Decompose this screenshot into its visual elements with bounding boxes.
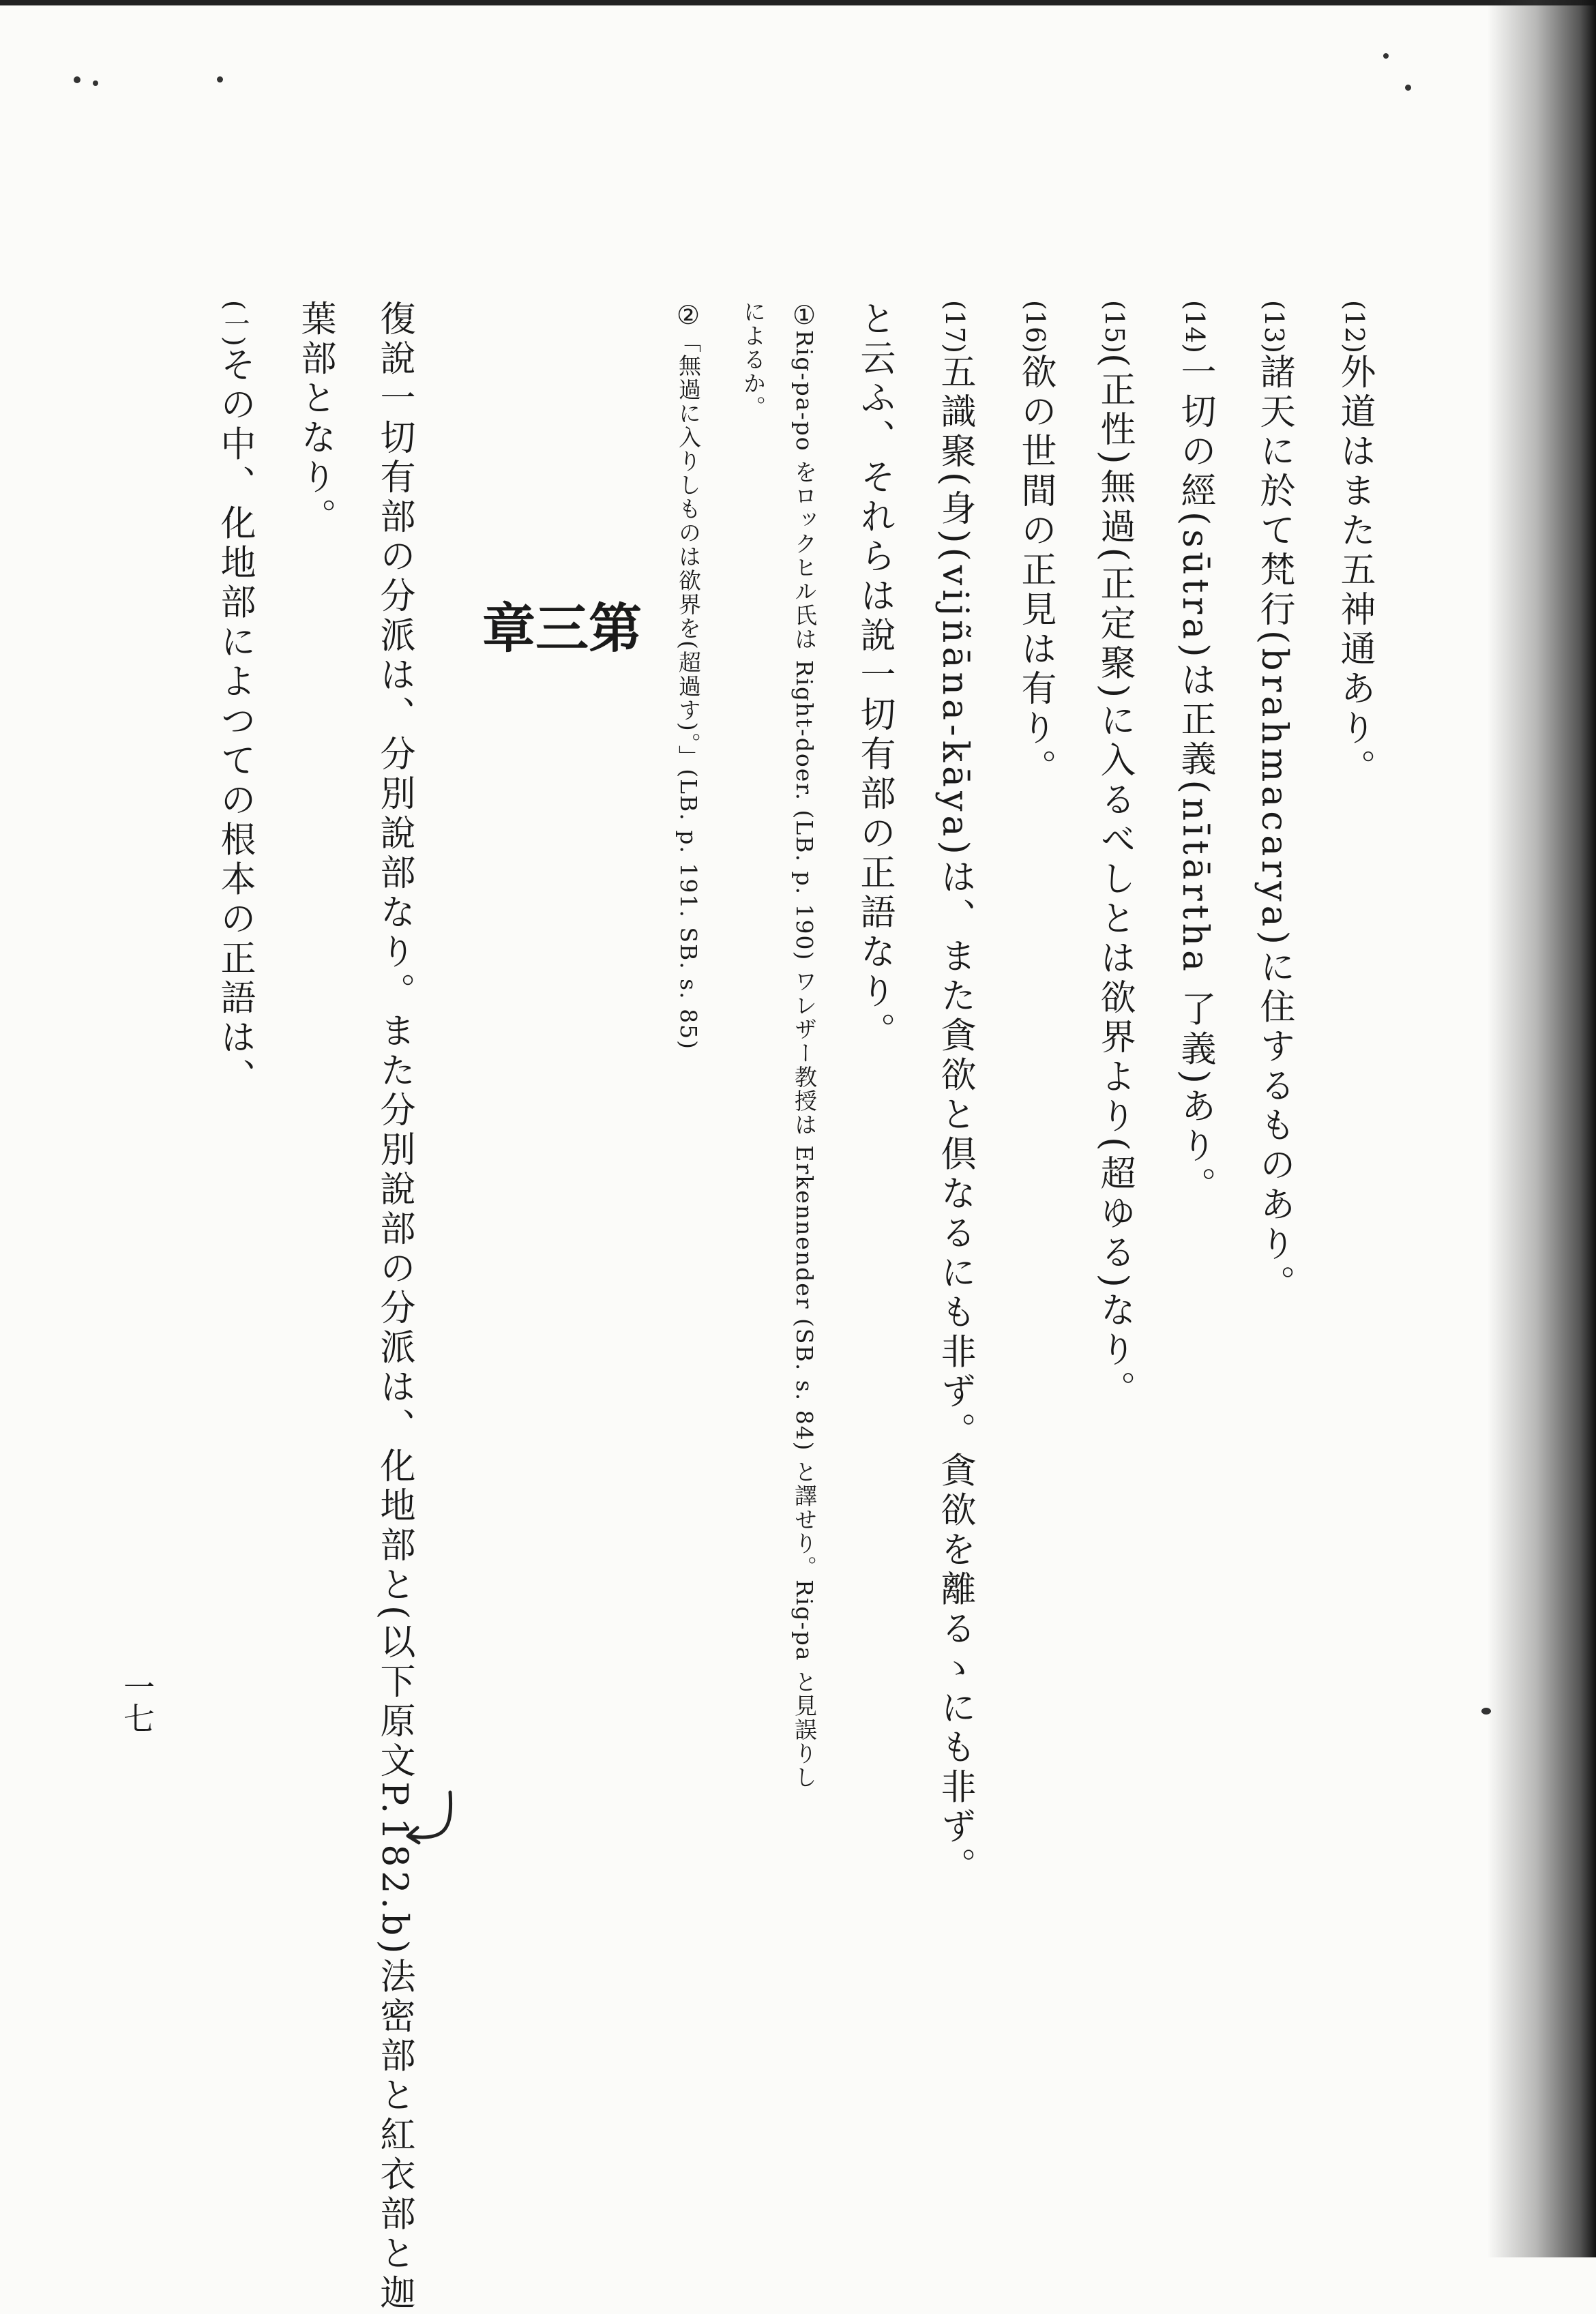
column-text: 五識聚(身)(vijñāna-kāya)は、また貪欲と倶なるにも非ず。貪欲を離るゝにも非ず。 (934, 353, 975, 1887)
scan-speck (217, 76, 223, 83)
item-number: (一) (220, 300, 250, 346)
column-text: (正性)無過(正定聚)に入るべしとは欲界より(超ゆる)なり。 (1094, 353, 1135, 1410)
scan-top-border (0, 0, 1596, 5)
column-text: 諸天に於て梵行(brahmacarya)に住するものあり。 (1254, 353, 1295, 1305)
text-column (1094, 300, 1135, 1903)
column-text: その中、化地部によつての根本の正語は、 (214, 346, 255, 1098)
text-column (1015, 300, 1056, 1903)
footnote-marker: ① (789, 300, 819, 330)
item-number: (14) (1180, 300, 1210, 354)
scan-page-edge (1487, 0, 1596, 2257)
text-column (214, 300, 255, 1903)
footnote-line (791, 300, 817, 1903)
column-text: 一切の經(sūtra)は正義(nītārtha 了義)あり。 (1174, 353, 1215, 1206)
column-text: によるか。 (740, 300, 767, 419)
column-text: 「無過に入りしものは欲界を(超過す)。」(LB. p. 191. SB. s. 85) (675, 330, 702, 1050)
text-column (374, 300, 415, 2314)
text-column (1334, 300, 1375, 1903)
scan-speck (74, 76, 80, 83)
column-text: 葉部となり。 (295, 300, 336, 537)
item-number: (12) (1340, 300, 1370, 354)
scan-speck (93, 80, 98, 86)
item-number: (16) (1020, 300, 1050, 354)
footnote-marker: ② (673, 300, 703, 330)
handwritten-arrow-mark (402, 1787, 464, 1848)
chapter-title-char: 三 (527, 600, 589, 653)
column-text: と云ふ、それらは說一切有部の正語なり。 (854, 300, 895, 1052)
text-column (1174, 300, 1215, 1903)
scan-speck (1405, 85, 1411, 91)
column-text: Rig-pa-po をロックヒル氏は Right-doer. (LB. p. 190) ワレザー教授は Erkennender (SB. s. 84) と譯せり。Rig-pa と見誤りし (791, 330, 818, 1790)
page-number: 一七 (119, 1671, 156, 1734)
column-text: 復說一切有部の分派は、分別說部なり。また分別說部の分派は、化地部と(以下原文P.182.b)法密部と紅衣部と迦 (374, 300, 415, 2314)
item-number: (15) (1099, 300, 1129, 354)
text-column (854, 300, 895, 1903)
chapter-title-char: 章 (473, 600, 535, 653)
text-column (295, 300, 336, 1903)
text-column (1254, 300, 1295, 1903)
scan-speck (1383, 53, 1389, 59)
column-text: 欲の世間の正見は有り。 (1015, 353, 1056, 789)
footnote-line (675, 300, 701, 1903)
item-number: (13) (1259, 300, 1289, 354)
chapter-title (473, 600, 642, 735)
item-number: (17) (940, 300, 970, 354)
footnote-line (742, 300, 765, 1903)
text-column (934, 300, 975, 1903)
scan-speck (1481, 1708, 1491, 1715)
column-text: 外道はまた五神通あり。 (1334, 353, 1375, 789)
chapter-title-char: 第 (580, 600, 642, 653)
